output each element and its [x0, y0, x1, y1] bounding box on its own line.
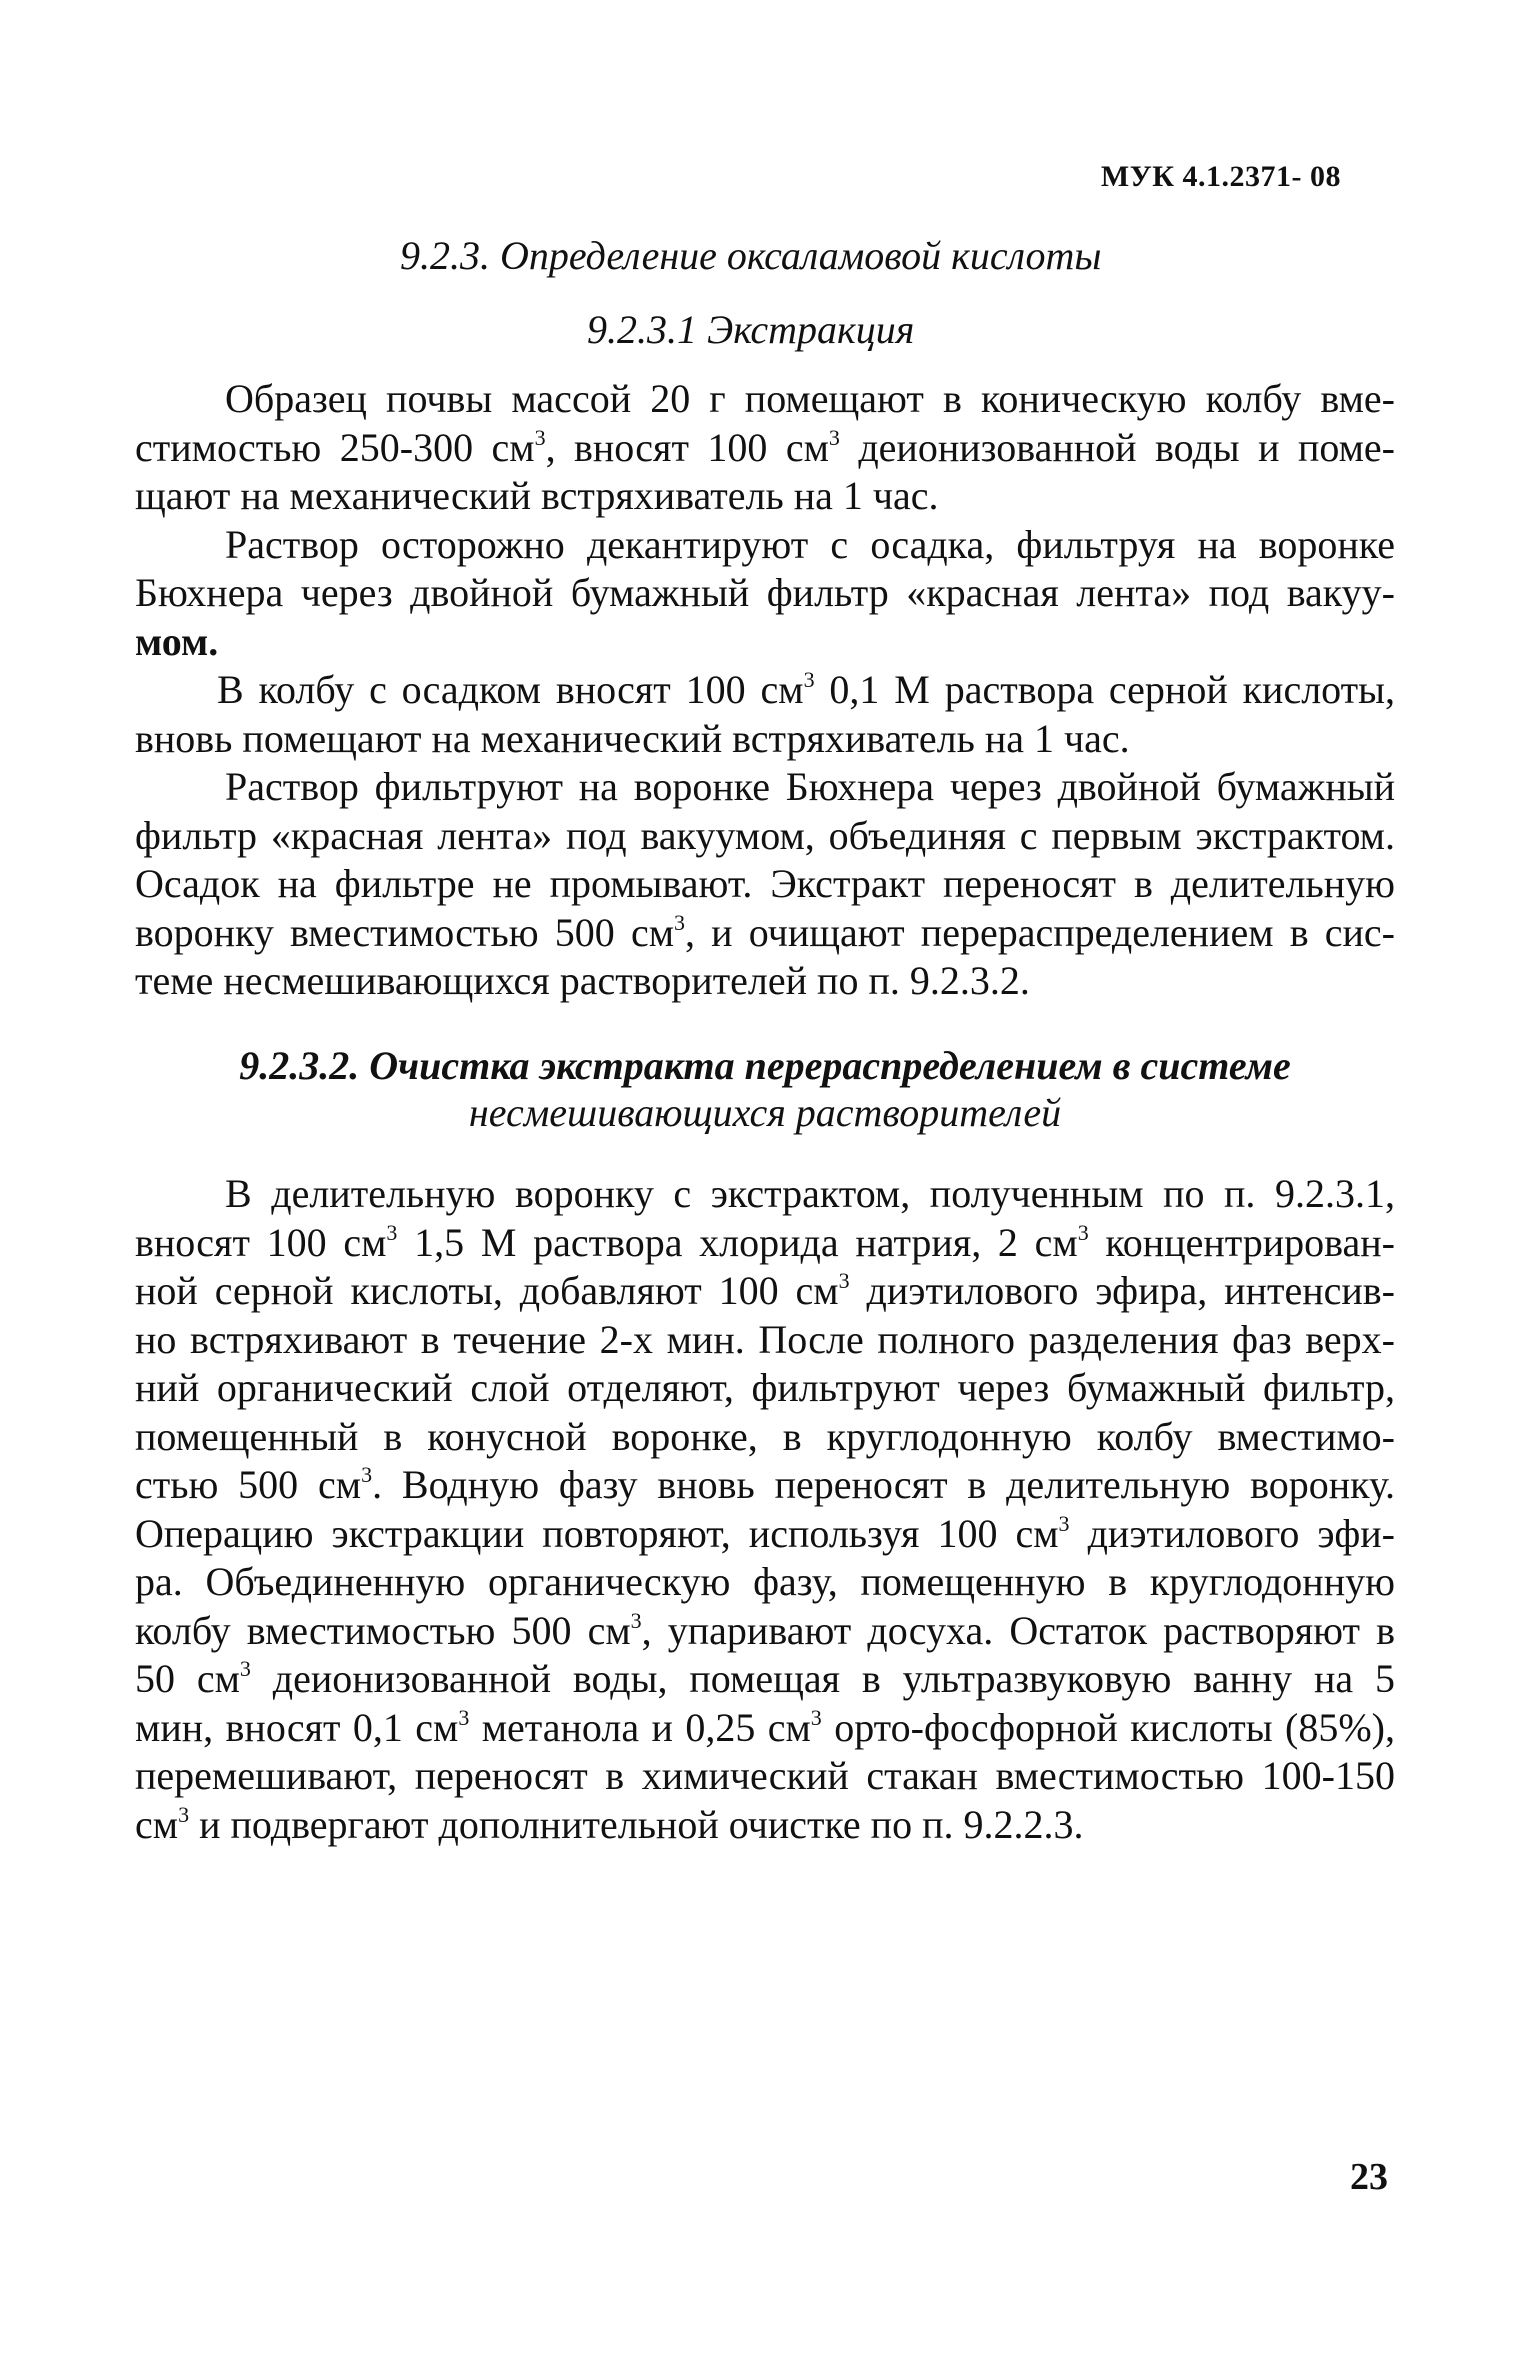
text-line: вносят 100 $см^3$ 1,5 М раствора хлорида натрия, 2 $см^3$ концентрирован- [135, 1219, 1395, 1265]
text-line: теме несмешивающихся растворителей по п. 9.2.3.2. [135, 958, 1030, 1003]
text-line: В делительную воронку с экстрактом, полученным по п. 9.2.3.1, [225, 1171, 1395, 1216]
text-line: фильтр «красная лента» под вакуумом, объединяя с первым экстрактом. [135, 812, 1395, 858]
text-line: колбу вместимостью 500 $см^3$, упаривают досуха. Остаток растворяют в [135, 1607, 1395, 1653]
text-line: воронку вместимостью 500 $см^3$, и очищают перераспределением в сис- [135, 909, 1395, 955]
text-line: Раствор осторожно декантируют с осадка, фильтруя на воронке [225, 521, 1395, 567]
text-line: мин, вносят 0,1 $см^3$ метанола и 0,25 $см^3$ орто-фосфорной кислоты (85%), [135, 1704, 1395, 1750]
text-line: ной серной кислоты, добавляют 100 $см^3$ диэтилового эфира, интенсив- [135, 1268, 1395, 1313]
cleanup-heading [135, 1042, 1395, 1136]
document-code: МУК 4.1.2371- 08 [1100, 160, 1341, 193]
cleanup-heading-line2: несмешивающихся растворителей [468, 1090, 1062, 1135]
text-line: ра. Объединенную органическую фазу, помещенную в круглодонную [135, 1559, 1395, 1604]
page-number: 23 [1350, 2156, 1388, 2198]
text-line: 50 $см^3$ деионизованной воды, помещая в ультразвуковую ванну на 5 [135, 1656, 1395, 1701]
text-line: перемешивают, переносят в химический стакан вместимостью 100-150 [135, 1753, 1395, 1798]
cleanup-heading-line1: 9.2.3.2. Очистка экстракта перераспределением в системе [239, 1043, 1291, 1088]
text-line: мом. [135, 618, 219, 664]
text-line: Бюхнера через двойной бумажный фильтр «красная лента» под вакуу- [135, 570, 1395, 615]
text-line: Операцию экстракции повторяют, используя 100 $см^3$ диэтилового эфи- [135, 1510, 1395, 1556]
subsection-title: 9.2.3.1 Экстракция [587, 307, 915, 352]
text-line: щают на механический встряхиватель на 1 час. [135, 473, 939, 518]
text-line: ний органический слой отделяют, фильтруют через бумажный фильтр, [135, 1365, 1395, 1410]
text-line: $см^3$ и подвергают дополнительной очистке по п. 9.2.2.3. [135, 1801, 1084, 1847]
text-line: стью 500 $см^3$. Водную фазу вновь переносят в делительную воронку. [135, 1462, 1395, 1507]
text-line: вновь помещают на механический встряхиватель на 1 час. [135, 715, 1130, 761]
cleanup-text [135, 1170, 1395, 1849]
text-line: Раствор фильтруют на воронке Бюхнера через двойной бумажный [225, 764, 1395, 809]
text-line: помещенный в конусной воронке, в круглодонную колбу вместимо- [135, 1413, 1395, 1459]
section-title: 9.2.3. Определение оксаламовой кислоты [400, 233, 1102, 278]
text-line: но встряхивают в течение 2-х мин. После полного разделения фаз верх- [135, 1316, 1395, 1362]
text-line: В колбу с осадком вносят 100 $см^3$ 0,1 М раствора серной кислоты, [217, 667, 1395, 712]
extraction-text [135, 375, 1395, 1006]
text-line: стимостью 250-300 $см^3$, вносят 100 $см^3$ деионизованной воды и поме- [135, 424, 1395, 470]
text-line: Осадок на фильтре не промывают. Экстракт переносят в делительную [135, 861, 1395, 906]
text-line: Образец почвы массой 20 г помещают в коническую колбу вме- [225, 376, 1395, 421]
